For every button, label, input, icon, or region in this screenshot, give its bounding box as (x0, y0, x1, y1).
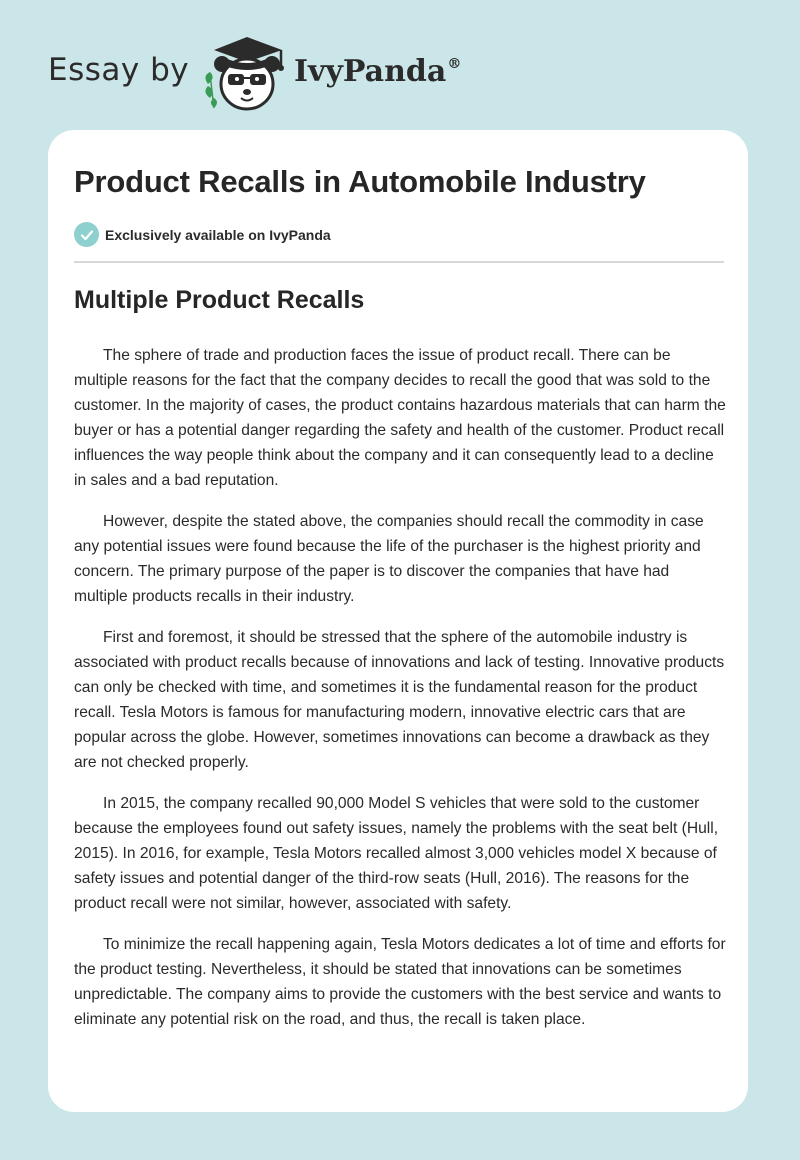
paragraph: The sphere of trade and production faces the issue of product recall. There can be multiple reasons for the fact that the company decides to recall the good that was sold to the customer. In the majority of cases, the product contains hazardous materials that can harm the buyer or has a potential danger regarding the safety and health of the customer. Product recall influences the way people think about the company and it can consequently lead to a decline in sales and a bad reputation. (74, 347, 726, 489)
paragraph: However, despite the stated above, the companies should recall the commodity in case any potential issues were found because the life of the purchaser is the highest priority and concern. The primary purpose of the paper is to discover the companies that have had multiple products recalls in their industry. (74, 513, 704, 605)
exclusive-label: Exclusively available on IvyPanda (105, 226, 331, 243)
brand-name[interactable]: IvyPanda® (294, 54, 462, 89)
ivypanda-logo[interactable] (202, 36, 292, 112)
paragraph: To minimize the recall happening again, Tesla Motors dedicates a lot of time and efforts for the product testing. Nevertheless, it should be stated that innovations can be sometimes unpredictable. The company aims to provide the customers with the best service and wants to eliminate any potential risk on the road, and thus, the recall is taken place. (74, 936, 726, 1028)
paragraph: First and foremost, it should be stressed that the sphere of the automobile industry is associated with product recalls because of innovations and lack of testing. Innovative products can only be checked with time, and sometimes it is the fundamental reason for the product recall. Tesla Motors is famous for manufacturing modern, innovative electric cars that are popular across the globe. However, sometimes innovations can become a drawback as they are not checked properly. (74, 629, 725, 771)
essay-body (74, 343, 726, 1048)
check-icon (74, 222, 99, 247)
ivy-leaf-icon (205, 72, 217, 108)
site-header (48, 28, 548, 108)
registered-mark: ® (447, 56, 462, 72)
page-title: Product Recalls in Automobile Industry (74, 164, 646, 199)
title-divider (74, 261, 724, 263)
section-title: Multiple Product Recalls (74, 286, 365, 314)
paragraph: In 2015, the company recalled 90,000 Model S vehicles that were sold to the customer because the employees found out safety issues, namely the problems with the seat belt (Hull, 2015). In 2016, for example, Tesla Motors recalled almost 3,000 vehicles model X because of safety issues and potential danger of the third-row seats (Hull, 2016). The reasons for the product recall were not similar, however, associated with safety. (74, 795, 719, 912)
essay-card (48, 130, 748, 1112)
panda-graduate-logo-icon (202, 36, 292, 112)
exclusive-badge (74, 222, 331, 247)
essay-by-label: Essay by (48, 52, 190, 88)
